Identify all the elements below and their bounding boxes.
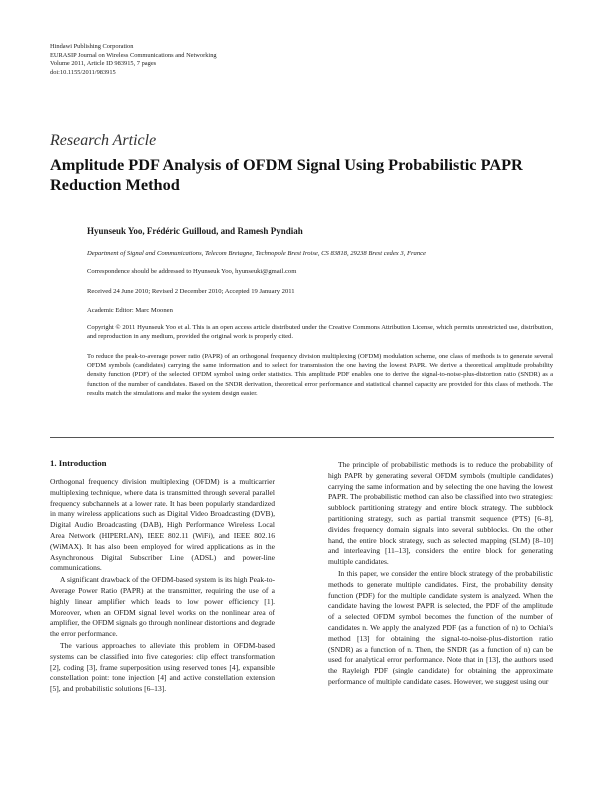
volume-info: Volume 2011, Article ID 983915, 7 pages — [50, 60, 157, 68]
journal-name: EURASIP Journal on Wireless Communications and Networking — [50, 51, 217, 59]
authors: Hyunseuk Yoo, Frédéric Guilloud, and Ramesh Pyndiah — [87, 226, 303, 236]
article-type: Research Article — [50, 132, 157, 149]
right-column — [328, 460, 553, 688]
copyright-notice: Copyright © 2011 Hyunseuk Yoo et al. This is an open access article distributed under the Creative Commons Attribution License, which permits unrestricted use, distribution, and reproduction in any medium, provided the original work is properly cited. — [87, 324, 553, 340]
paragraph: The various approaches to alleviate this problem in OFDM-based systems can be classified into five categories: clip effect transformation [2], coding [3], frame superposition using reserved tones [4], expansible constellation point: tone injection [4] and active constellation extension [5], and probabilistic solutions [6–13]. — [50, 640, 275, 694]
affiliation: Department of Signal and Communications, Telecom Bretagne, Technopole Brest Iroise, CS 83818, 29238 Brest cedex 3, France — [87, 250, 426, 257]
paragraph: Orthogonal frequency division multiplexing (OFDM) is a multicarrier multiplexing technique, where data is transmitted through several parallel frequency subchannels at a lower rate. It has been popularly standardized in many wireless applications such as Digital Video Broadcasting (DVB), Digital Audio Broadcasting (DAB), High Performance Wireless Local Area Network (HIPERLAN), IEEE 802.11 (WiFi), and IEEE 802.16 (WiMAX). It has also been employed for wired applications as in the Asynchronous Digital Subscriber Line (ADSL) and power-line communications. — [50, 477, 275, 573]
paragraph: A significant drawback of the OFDM-based system is its high Peak-to-Average Power Ratio (PAPR) at the transmitter, requiring the use of a highly linear amplifier which leads to low power efficiency [1]. Moreover, when an OFDM signal level works on the nonlinear area of amplifier, the OFDM signals go through nonlinear distortions and degrade the error performance. — [50, 575, 275, 639]
section-heading: 1. Introduction — [50, 458, 107, 468]
academic-editor: Academic Editor: Marc Moonen — [87, 307, 173, 314]
journal-header — [50, 43, 217, 77]
left-column — [50, 458, 275, 695]
abstract: To reduce the peak-to-average power ratio (PAPR) of an orthogonal frequency division multiplexing (OFDM) modulation scheme, one class of methods is to generate several OFDM symbols (candidates) carrying the same information and to select for transmission the one having the lowest PAPR. We derive a theoretical amplitude probability density function (PDF) of the selected OFDM symbol using order statistics. This amplitude PDF enables one to derive the signal-to-noise-plus-distortion ratio (SNDR) as a function of the number of candidates. Based on the SNDR derivation, theoretical error performance and statistical channel capacity are provided for this class of methods. The results match the simulations and make the system design easier. — [87, 353, 553, 397]
doi: doi:10.1155/2011/983915 — [50, 68, 116, 76]
paper-title: Amplitude PDF Analysis of OFDM Signal Using Probabilistic PAPR Reduction Method — [50, 155, 523, 194]
dates: Received 24 June 2010; Revised 2 December 2010; Accepted 19 January 2011 — [87, 288, 295, 295]
publisher: Hindawi Publishing Corporation — [50, 43, 134, 50]
paragraph: The principle of probabilistic methods is to reduce the probability of high PAPR by generating several OFDM symbols (multiple candidates) carrying the same information and by selecting the one having the lowest PAPR. The probabilistic method can also be classified into two strategies: subblock partitioning strategy and entire block strategy. The subblock partitioning strategy, such as partial transmit sequence (PTS) [6–8], divides frequency domain signals into several subblocks. On the other hand, the entire block strategy, such as selected mapping (SLM) [8–10] and interleaving [11–13], considers the entire block for generating multiple candidates. — [328, 460, 553, 567]
paragraph: In this paper, we consider the entire block strategy of the probabilistic methods to generate multiple candidates. First, the probability density function (PDF) for the multiple candidate system is analyzed. When the candidate having the lowest PAPR is selected, the PDF of the amplitude of a selected OFDM symbol becomes the function of the number of candidates n. We apply the analyzed PDF (as a function of n) to Ochiai's method [13] for obtaining the signal-to-noise-plus-distortion ratio (SNDR) as a function of n. Then, the SNDR (as a function of n) can be used for analytical error performance. Note that in [13], the authors used the Rayleigh PDF (single candidate) for obtaining the approximate performance of multiple candidate cases. However, we suggest using our — [328, 568, 553, 686]
divider — [50, 437, 554, 438]
correspondence: Correspondence should be addressed to Hyunseuk Yoo, hyunseuki@gmail.com — [87, 268, 297, 275]
